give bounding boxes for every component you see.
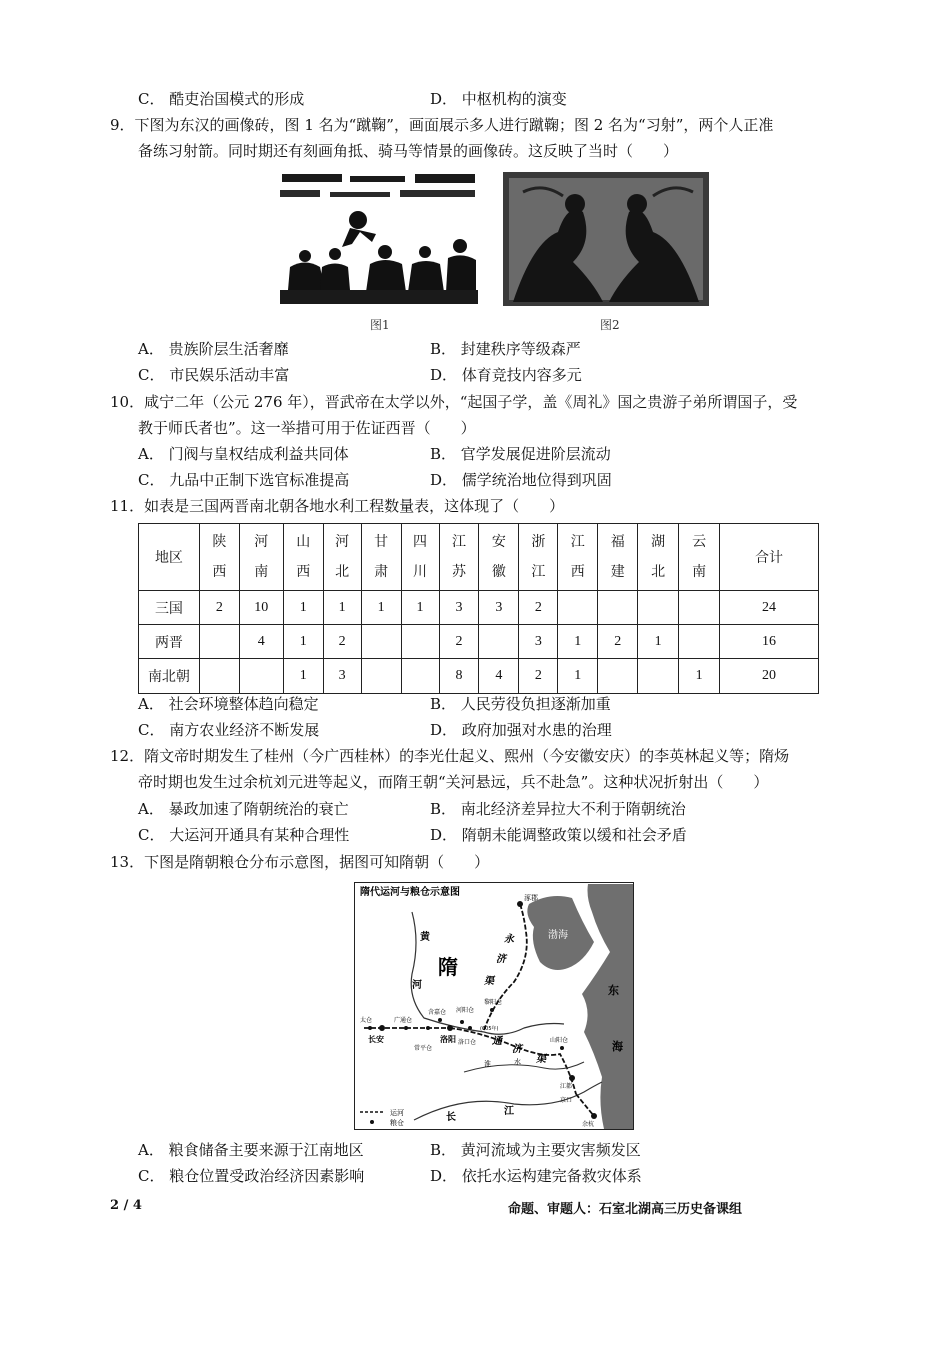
q11-option-d: D． 政府加强对水患的治理 — [430, 721, 612, 739]
q13-option-c: C． 粮仓位置受政治经济因素影响 — [138, 1167, 365, 1185]
changan-city-marker — [379, 1025, 385, 1031]
table-cell: 1 — [323, 591, 361, 625]
table-cell — [558, 591, 598, 625]
table-cell: 1 — [638, 625, 679, 659]
q8-option-d: D． 中枢机构的演变 — [430, 90, 567, 108]
bohai-label: 渤海 — [548, 930, 568, 941]
jingkou-label: 京口 — [560, 1097, 573, 1104]
province-header: 甘 肃 — [361, 524, 401, 591]
table-cell: 1 — [283, 591, 323, 625]
table-cell: 1 — [283, 659, 323, 694]
table-cell: 2 — [519, 591, 558, 625]
granary-marker — [438, 1018, 442, 1022]
donghai-label-2: 海 — [612, 1040, 623, 1053]
granary-marker — [560, 1046, 564, 1050]
province-header: 四 川 — [401, 524, 439, 591]
shui-label: 水 — [514, 1058, 521, 1066]
province-header: 陕 西 — [199, 524, 239, 591]
granary-marker — [490, 1008, 494, 1012]
q12-option-a: A． 暴政加速了隋朝统治的衰亡 — [138, 800, 349, 818]
q9-option-c: C． 市民娱乐活动丰富 — [138, 366, 290, 384]
table-cell: 3 — [323, 659, 361, 694]
granary-marker — [404, 1026, 408, 1030]
table-cell: 1 — [558, 625, 598, 659]
province-header: 江 西 — [558, 524, 598, 591]
row-label: 南北朝 — [139, 659, 200, 694]
table-row — [139, 625, 819, 659]
table-cell — [239, 659, 283, 694]
province-header: 福 建 — [598, 524, 638, 591]
heyang-label: 河阳仓 — [456, 1007, 475, 1014]
table-header-row — [139, 524, 819, 591]
q12-option-c: C． 大运河开通具有某种合理性 — [138, 826, 350, 844]
ji-label: 济 — [496, 954, 506, 965]
table-cell: 4 — [479, 659, 519, 694]
yuhang-city-marker — [591, 1113, 597, 1119]
water-project-table — [138, 523, 819, 694]
q11-option-c: C． 南方农业经济不断发展 — [138, 721, 320, 739]
luoyang-label: 洛阳 — [440, 1035, 456, 1044]
legend-granary-label: 粮仓 — [390, 1119, 404, 1127]
table-cell — [199, 659, 239, 694]
q12-stem-line2: 帝时期也发生过余杭刘元进等起义，而隋王朝“关河悬远，兵不赴急”。这种状况折射出（ ） — [138, 773, 769, 791]
q13-stem: 13．下图是隋朝粮仓分布示意图，据图可知隋朝（ ） — [110, 853, 490, 871]
row-label: 三国 — [139, 591, 200, 625]
q8-option-c: C． 酷吏治国模式的形成 — [138, 90, 305, 108]
table-cell — [638, 591, 679, 625]
year-label: (605年) — [480, 1026, 499, 1032]
granary-marker — [468, 1026, 472, 1030]
q9-stem-line2: 备练习射箭。同时期还有刻画角抵、骑马等情景的画像砖。这反映了当时（ ） — [138, 142, 679, 160]
table-cell: 3 — [439, 591, 479, 625]
tong-label: 通 — [492, 1036, 502, 1047]
q10-option-d: D． 儒学统治地位得到巩固 — [430, 471, 612, 489]
granary-marker — [426, 1026, 430, 1030]
q13-option-b: B． 黄河流域为主要灾害频发区 — [430, 1141, 641, 1159]
province-header: 安 徽 — [479, 524, 519, 591]
figure2-caption: 图2 — [600, 318, 620, 332]
province-header: 河 南 — [239, 524, 283, 591]
liyang-label: 黎阳仓 — [484, 999, 503, 1006]
table-cell: 3 — [479, 591, 519, 625]
region-header: 地区 — [139, 524, 200, 591]
table-cell: 1 — [679, 659, 720, 694]
sui-granary-map — [354, 882, 634, 1130]
q11-option-a: A． 社会环境整体趋向稳定 — [138, 695, 319, 713]
table-cell — [638, 659, 679, 694]
table-cell: 10 — [239, 591, 283, 625]
legend-granary-swatch — [370, 1120, 374, 1124]
zhuojun-city-marker — [517, 901, 523, 907]
q11-option-b: B． 人民劳役负担逐渐加重 — [430, 695, 611, 713]
changan-label: 长安 — [368, 1035, 384, 1044]
q9-stem-line1: 9．下图为东汉的画像砖，图 1 名为“蹴鞠”，画面展示多人进行蹴鞠；图 2 名为“习射”，两个人正准 — [110, 116, 774, 134]
table-cell — [361, 625, 401, 659]
province-header: 浙 江 — [519, 524, 558, 591]
huai-label: 淮 — [484, 1060, 491, 1068]
yuhang-label: 余杭 — [582, 1121, 595, 1128]
table-cell: 1 — [558, 659, 598, 694]
q9-option-d: D． 体育竞技内容多元 — [430, 366, 582, 384]
qu2-label: 渠 — [536, 1054, 546, 1065]
table-cell: 2 — [199, 591, 239, 625]
table-cell — [401, 625, 439, 659]
jiang-label: 江 — [504, 1106, 514, 1117]
table-row — [139, 591, 819, 625]
luoyang-city-marker — [447, 1025, 453, 1031]
table-cell — [598, 659, 638, 694]
q12-stem-line1: 12．隋文帝时期发生了桂州（今广西桂林）的李光仕起义、熙州（今安徽安庆）的李英林起义等；隋炀 — [110, 747, 790, 765]
table-cell — [679, 591, 720, 625]
ji2-label: 济 — [512, 1044, 522, 1055]
q10-option-a: A． 门阀与皇权结成利益共同体 — [138, 445, 349, 463]
page-number: 2 / 4 — [110, 1198, 142, 1213]
q11-stem: 11．如表是三国两晋南北朝各地水利工程数量表，这体现了（ ） — [110, 497, 565, 515]
q9-option-a: A． 贵族阶层生活奢靡 — [138, 340, 289, 358]
table-cell — [361, 659, 401, 694]
taicang-label: 太仓 — [360, 1017, 373, 1024]
row-label: 两晋 — [139, 625, 200, 659]
table-cell — [479, 625, 519, 659]
table-row — [139, 659, 819, 694]
table-cell: 2 — [439, 625, 479, 659]
table-cell: 8 — [439, 659, 479, 694]
table-cell: 4 — [239, 625, 283, 659]
table-cell: 3 — [519, 625, 558, 659]
q13-option-a: A． 粮食储备主要来源于江南地区 — [138, 1141, 364, 1159]
jiangdu-city-marker — [569, 1075, 575, 1081]
legend-canal-label: 运河 — [390, 1109, 404, 1117]
row-total: 20 — [720, 659, 819, 694]
donghai-label-1: 东 — [608, 984, 619, 997]
sui-label: 隋 — [438, 955, 458, 979]
jiangdu-label: 江都 — [560, 1083, 573, 1090]
map-figure — [354, 882, 634, 1130]
table-cell: 2 — [323, 625, 361, 659]
archery-brick-image — [503, 172, 709, 306]
changping-label: 常平仓 — [414, 1045, 433, 1052]
province-header: 湖 北 — [638, 524, 679, 591]
figure1-caption: 图1 — [370, 318, 390, 332]
table-cell — [679, 625, 720, 659]
row-total: 24 — [720, 591, 819, 625]
shanyang-label: 山阳仓 — [550, 1037, 569, 1044]
province-header: 江 苏 — [439, 524, 479, 591]
q10-option-b: B． 官学发展促进阶层流动 — [430, 445, 611, 463]
granary-marker — [460, 1020, 464, 1024]
chang-label: 长 — [446, 1112, 456, 1123]
q12-option-b: B． 南北经济差异拉大不利于隋朝统治 — [430, 800, 686, 818]
cuju-brick-image — [280, 172, 478, 306]
authors-credit: 命题、审题人：石室北湖高三历史备课组 — [508, 1202, 743, 1217]
table-cell: 1 — [401, 591, 439, 625]
zhuojun-label: 涿郡 — [524, 894, 538, 902]
table-cell: 2 — [598, 625, 638, 659]
q10-stem-line2: 教于师氏者也”。这一举措可用于佐证西晋（ ） — [138, 419, 476, 437]
table-cell: 2 — [519, 659, 558, 694]
total-header: 合计 — [720, 524, 819, 591]
huang-label: 黄 — [420, 932, 430, 943]
table-cell — [199, 625, 239, 659]
granary-marker — [368, 1026, 372, 1030]
hanjia-label: 含嘉仓 — [428, 1009, 447, 1016]
table-cell — [598, 591, 638, 625]
table-cell: 1 — [361, 591, 401, 625]
figure-cuju-brick — [280, 172, 478, 306]
row-total: 16 — [720, 625, 819, 659]
luokou-label: 洛口仓 — [458, 1039, 477, 1046]
province-header: 山 西 — [283, 524, 323, 591]
q10-option-c: C． 九品中正制下选官标准提高 — [138, 471, 350, 489]
q13-option-d: D． 依托水运构建完备救灾体系 — [430, 1167, 642, 1185]
province-header: 云 南 — [679, 524, 720, 591]
guangtong-label: 广通仓 — [394, 1017, 413, 1024]
q12-option-d: D． 隋朝未能调整政策以缓和社会矛盾 — [430, 826, 687, 844]
province-header: 河 北 — [323, 524, 361, 591]
he-label: 河 — [412, 980, 422, 991]
figure-archery-brick — [503, 172, 709, 306]
q10-stem-line1: 10．咸宁二年（公元 276 年），晋武帝在太学以外，“起国子学，盖《周礼》国之贵游子弟所谓国子，受 — [110, 393, 798, 411]
yong-label: 永 — [504, 934, 514, 945]
q9-option-b: B． 封建秩序等级森严 — [430, 340, 581, 358]
qu-label: 渠 — [484, 976, 494, 987]
table-cell: 1 — [283, 625, 323, 659]
table-cell — [401, 659, 439, 694]
map-title: 隋代运河与粮仓示意图 — [360, 887, 460, 898]
